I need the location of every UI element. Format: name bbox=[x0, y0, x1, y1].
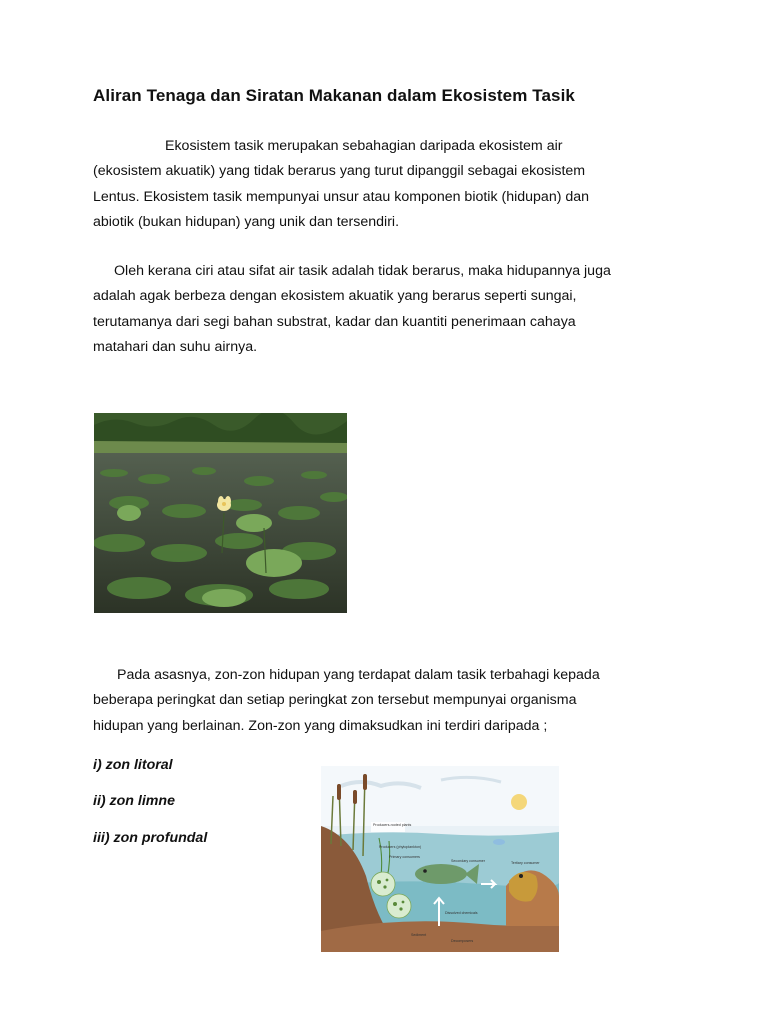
text-line: beberapa peringkat dan setiap peringkat zon tersebut mempunyai organisma bbox=[93, 692, 577, 709]
paragraph-lake-characteristics bbox=[93, 259, 673, 360]
text-line: (ekosistem akuatik) yang tidak berarus yang turut dipanggil sebagai ekosistem bbox=[93, 163, 586, 180]
label-sediment: Sediment bbox=[411, 933, 427, 937]
zone-item-litoral: i) zon litoral bbox=[93, 757, 173, 773]
label-producers-phyto: Producers (phytoplankton) bbox=[379, 845, 422, 849]
lake-ecosystem-diagram bbox=[321, 766, 559, 952]
text-line: abiotik (bukan hidupan) yang unik dan tersendiri. bbox=[93, 213, 400, 230]
text-line: Lentus. Ekosistem tasik mempunyai unsur atau komponen biotik (hidupan) dan bbox=[93, 188, 590, 205]
text-line: hidupan yang berlainan. Zon-zon yang dimaksudkan ini terdiri daripada ; bbox=[93, 717, 548, 734]
text-line: Ekosistem tasik merupakan sebahagian daripada ekosistem air bbox=[165, 138, 563, 154]
text-line: Pada asasnya, zon-zon hidupan yang terdapat dalam tasik terbahagi kepada bbox=[117, 667, 600, 683]
lake-lotus-photo bbox=[94, 413, 347, 613]
label-decomposers: Decomposers bbox=[451, 939, 474, 943]
text-line: terutamanya dari segi bahan substrat, kadar dan kuantiti penerimaan cahaya bbox=[93, 313, 576, 330]
label-producers-rooted: Producers-rooted plants bbox=[373, 823, 412, 827]
text-line: matahari dan suhu airnya. bbox=[93, 338, 258, 355]
text-line: adalah agak berbeza dengan ekosistem akuatik yang berarus seperti sungai, bbox=[93, 288, 577, 305]
paragraph-zones-intro bbox=[93, 663, 673, 739]
label-tertiary-consumer: Tertiary consumer bbox=[511, 861, 540, 865]
document-title: Aliran Tenaga dan Siratan Makanan dalam Ekosistem Tasik bbox=[93, 86, 575, 105]
zone-item-profundal: iii) zon profundal bbox=[93, 830, 208, 846]
text-line: Oleh kerana ciri atau sifat air tasik adalah tidak berarus, maka hidupannya juga bbox=[114, 263, 611, 279]
label-dissolved-chemicals: Dissolved chemicals bbox=[445, 911, 478, 915]
paragraph-intro bbox=[93, 134, 673, 235]
label-secondary-consumer: Secondary consumer bbox=[451, 859, 485, 863]
zone-item-limne: ii) zon limne bbox=[93, 793, 175, 809]
label-primary-consumers: Primary consumers bbox=[389, 855, 420, 859]
